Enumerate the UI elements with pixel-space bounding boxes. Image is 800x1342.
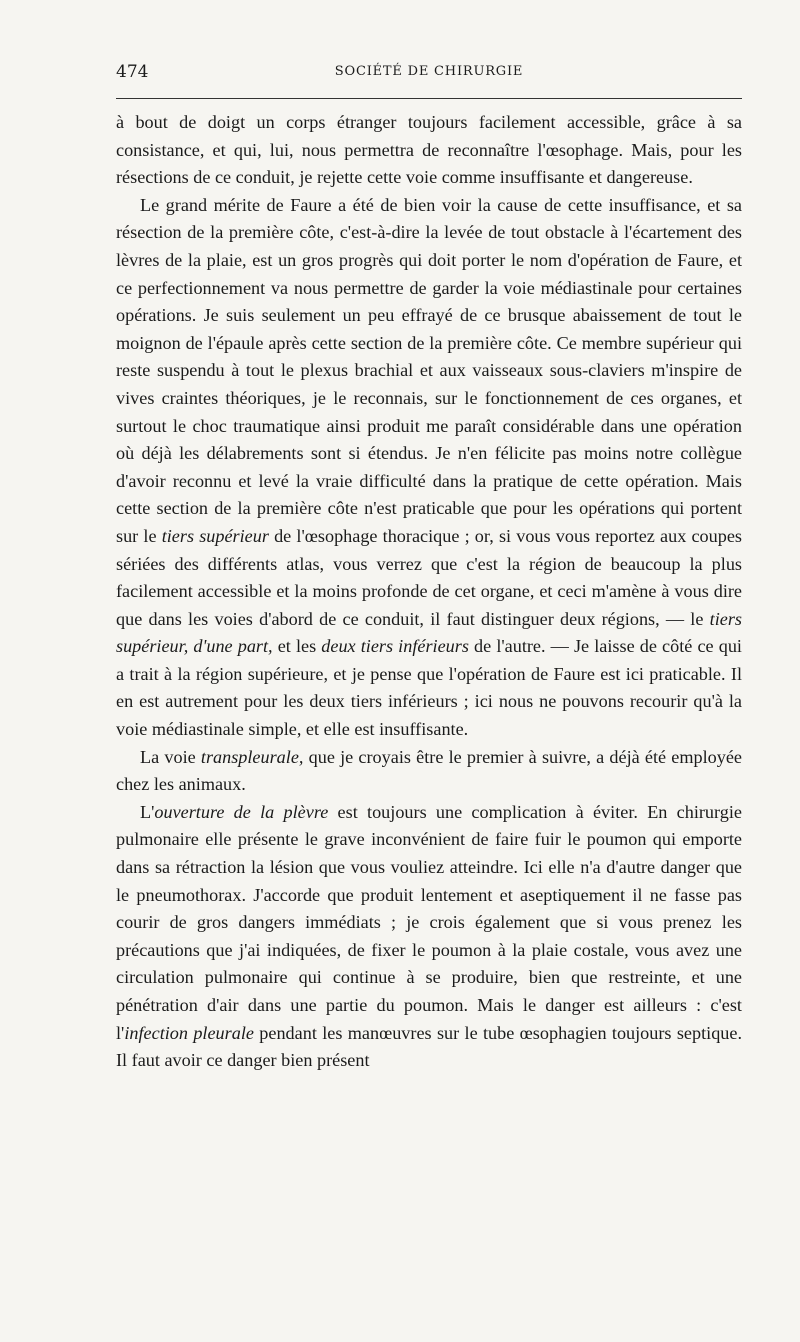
paragraph-2: Le grand mérite de Faure a été de bien voir la cause de cette insuffisance, et sa résection de la première côte, c'est-à-dire la levée de tout obstacle à l'écartement des lèvres de la plaie, est un gros progrès qui doit porter le nom d'opération de Faure, et ce perfectionnement va nous permettre de garder la voie médiastinale pour certaines opérations. Je suis seulement un peu effrayé de ce brusque abaissement de tout le moignon de l'épaule après cette section de la première côte. Ce membre supérieur qui reste suspendu à tout le plexus brachial et aux vaisseaux sous-claviers m'inspire de vives craintes théoriques, je le reconnais, sur le fonctionnement de ces organes, et surtout le choc traumatique ainsi produit me paraît considérable dans une opération où déjà les délabrements sont si étendus. Je n'en félicite pas moins notre collègue d'avoir reconnu et levé la vraie difficulté dans la pratique de cette opération. Mais cette section de la première côte n'est praticable que pour les opérations qui portent sur le tiers supérieur de l'œsophage thoracique ; or, si vous vous reportez aux coupes sériées des différents atlas, vous verrez que c'est la région de beaucoup la plus facilement accessible et la moins profonde de cet organe, et ceci m'amène à vous dire que dans les voies d'abord de ce conduit, il faut distinguer deux régions, — le tiers supérieur, d'une part, et les deux tiers inférieurs de l'autre. — Je laisse de côté ce qui a trait à la région supérieure, et je pense que l'opération de Faure est ici praticable. Il en est autrement pour les deux tiers inférieurs ; ici nous ne pouvons recourir qu'à la voie médiastinale simple, et elle est insuffisante. <box>116 194 742 740</box>
emphasis-transpleurale: transpleurale, <box>200 746 304 767</box>
header-rule <box>116 98 742 99</box>
emphasis-tiers-superieur-dune-part: tiers supérieur, d'une part, <box>116 608 742 657</box>
emphasis-deux-tiers-inferieurs: deux tiers inférieurs <box>321 636 469 657</box>
body-text <box>116 109 742 1075</box>
book-page <box>116 60 742 1075</box>
paragraph-4: L'ouverture de la plèvre est toujours une complication à éviter. En chirurgie pulmonaire elle présente le grave inconvénient de faire fuir le poumon qui emporte dans sa rétraction la lésion que vous vouliez atteindre. Ici elle n'a d'autre danger que le pneumothorax. J'accorde que produit lentement et aseptiquement il ne fasse pas courir de gros dangers immédiats ; je crois également que si vous prenez les précautions que j'ai indiquées, de fixer le poumon à la plaie costale, vous avez une circulation pulmonaire qui continue à se produire, bien que restreinte, et une pénétration d'air dans une partie du poumon. Mais le danger est ailleurs : c'est l'infection pleurale pendant les manœuvres sur le tube œsophagien toujours septique. Il faut avoir ce danger bien présent <box>116 801 743 1071</box>
emphasis-ouverture-plevre: ouverture de la plèvre <box>154 801 329 822</box>
running-title: SOCIÉTÉ DE CHIRURGIE <box>334 64 524 79</box>
page-number: 474 <box>116 62 149 82</box>
paragraph-3: La voie transpleurale, que je croyais être le premier à suivre, a déjà été employée chez les animaux. <box>116 746 742 795</box>
emphasis-infection-pleurale: infection pleurale <box>124 1022 254 1043</box>
page-header <box>116 60 742 86</box>
emphasis-tiers-superieur: tiers supérieur <box>161 525 269 546</box>
paragraph-1: à bout de doigt un corps étranger toujours facilement accessible, grâce à sa consistance, et qui, lui, nous permettra de reconnaître l'œsophage. Mais, pour les résections de ce conduit, je rejette cette voie comme insuffisante et dangereuse. <box>116 112 742 188</box>
